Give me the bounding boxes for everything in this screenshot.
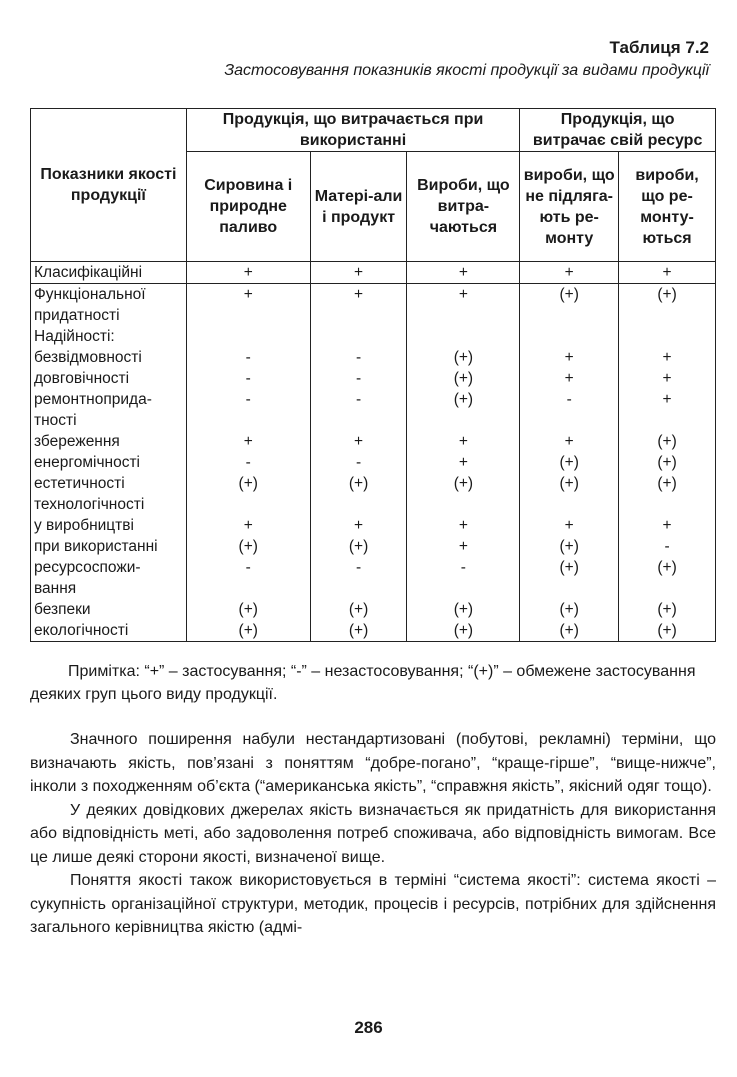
cell-value: + [186,262,310,284]
header-nonrepairable: вироби, що не підляга-ють ре-монту [520,152,619,262]
page-number: 286 [354,1018,383,1037]
cell-value: + [619,262,716,284]
header-materials: Матері-али і продукт [310,152,407,262]
header-indicators: Показники якості продукції [31,109,187,262]
header-group-resource: Продукція, що витрачає свій ресурс [520,109,716,152]
row-name: Функціональної придатності Надійності: безвідмовності довговічності ремонтноприда- тності збереження енергомічності естетичності технологічності у виробництві при використанні ресурсоспожи- вання безпеки екологічності [31,284,187,642]
header-consumables: Вироби, що витра-чаються [407,152,520,262]
cell-value: + [310,262,407,284]
cell-value: + [520,262,619,284]
header-repairable: вироби, що ре-монту-ються [619,152,716,262]
table-caption: Застосовування показників якості продукції за видами продукції [224,62,709,79]
header-group-consumed: Продукція, що витрачається при використанні [186,109,519,152]
cell-value: (+) + + - + (+) (+) + (+) (+) (+) (+) [520,284,619,642]
quality-indicators-table [30,108,716,642]
table-row [31,262,716,284]
paragraph: У деяких довідкових джерелах якість визначається як придатність для використання або відповідність меті, або задоволення потреб споживача, або відповідність вимогам. Все це лише деякі сторони якості, визначеної вище. [30,801,716,866]
body-text [30,728,716,940]
cell-value: + - - - + - (+) + (+) - (+) (+) [186,284,310,642]
table-note: Примітка: “+” – застосування; “-” – незастосовування; “(+)” – обмежене застосування деяких груп цього виду продукції. [30,663,696,703]
cell-value: + [407,262,520,284]
cell-value: + - - - + - (+) + (+) - (+) (+) [310,284,407,642]
table-label: Таблиця 7.2 [609,38,709,57]
cell-value: + (+) (+) (+) + + (+) + + - (+) (+) [407,284,520,642]
row-name: Класифікаційні [31,262,187,284]
table-row [31,284,716,642]
paragraph: Значного поширення набули нестандартизовані (побутові, рекламні) терміни, що визначають якість, пов’язані з поняттям “добре-погано”, “краще-гірше”, “вище-нижче”, інколи з походженням об’єкта (“американська якість”, “справжня якість”, якісний одяг тощо). [30,731,716,795]
cell-value: (+) + + + (+) (+) (+) + - (+) (+) (+) [619,284,716,642]
header-raw-materials: Сировина і природне паливо [186,152,310,262]
paragraph: Поняття якості також використовується в терміні “система якості”: система якості – сукупність організаційної структури, методик, процесів і ресурсів, потрібних для здійснення загального керівництва якістю (адмі- [30,872,716,936]
